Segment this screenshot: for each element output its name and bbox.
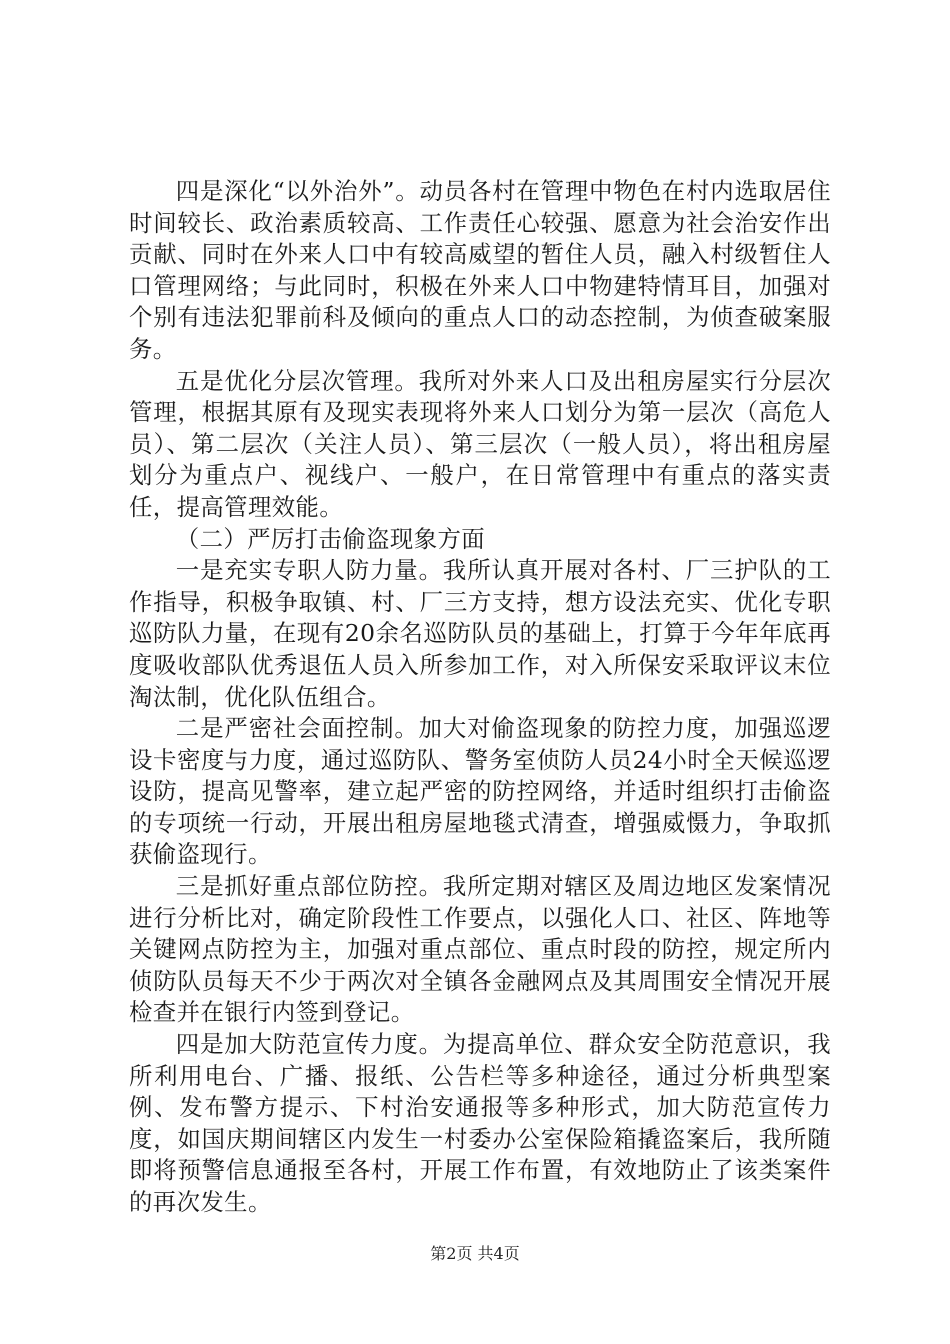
paragraph-patrol-force: 一是充实专职人防力量。我所认真开展对各村、厂三护队的工作指导，积极争取镇、村、厂三方支持，想方设法充实、优化专职巡防队力量，在现有20余名巡防队员的基础上，打算于今年年底再度吸收部队优秀退伍人员入所参加工作，对入所保安采取评议末位淘汰制，优化队伍组合。 <box>129 556 831 711</box>
section-heading-anti-theft: （二）严厉打击偷盗现象方面 <box>175 524 486 553</box>
paragraph-social-control: 二是严密社会面控制。加大对偷盗现象的防控力度，加强巡逻设卡密度与力度，通过巡防队、警务室侦防人员24小时全天候巡逻设防，提高见警率，建立起严密的防控网络，并适时组织打击偷盗的专项统一行动，开展出租房屋地毯式清查，增强威慑力，争取抓获偷盗现行。 <box>129 714 831 869</box>
paragraph-key-sites: 三是抓好重点部位防控。我所定期对辖区及周边地区发案情况进行分析比对，确定阶段性工作要点，以强化人口、社区、阵地等关键网点防控为主，加强对重点部位、重点时段的防控，规定所内侦防队员每天不少于两次对全镇各金融网点及其周围安全情况开展检查并在银行内签到登记。 <box>129 872 831 1027</box>
page-number-footer: 第2页 共4页 <box>430 1244 520 1263</box>
document-body <box>129 176 831 1219</box>
paragraph-publicity: 四是加大防范宣传力度。为提高单位、群众安全防范意识，我所利用电台、广播、报纸、公告栏等多种途径，通过分析典型案例、发布警方提示、下村治安通报等多种形式，加大防范宣传力度，如国庆期间辖区内发生一村委办公室保险箱撬盗案后，我所随即将预警信息通报至各村，开展工作布置，有效地防止了该类案件的再次发生。 <box>129 1030 831 1216</box>
paragraph-localize-outsiders: 四是深化“以外治外”。动员各村在管理中物色在村内选取居住时间较长、政治素质较高、工作责任心较强、愿意为社会治安作出贡献、同时在外来人口中有较高威望的暂住人员，融入村级暂住人口管理网络；与此同时，积极在外来人口中物建特情耳目，加强对个别有违法犯罪前科及倾向的重点人口的动态控制，为侦查破案服务。 <box>129 177 831 363</box>
paragraph-layered-management: 五是优化分层次管理。我所对外来人口及出租房屋实行分层次管理，根据其原有及现实表现将外来人口划分为第一层次（高危人员）、第二层次（关注人员）、第三层次（一般人员），将出租房屋划分为重点户、视线户、一般户，在日常管理中有重点的落实责任，提高管理效能。 <box>129 366 831 521</box>
